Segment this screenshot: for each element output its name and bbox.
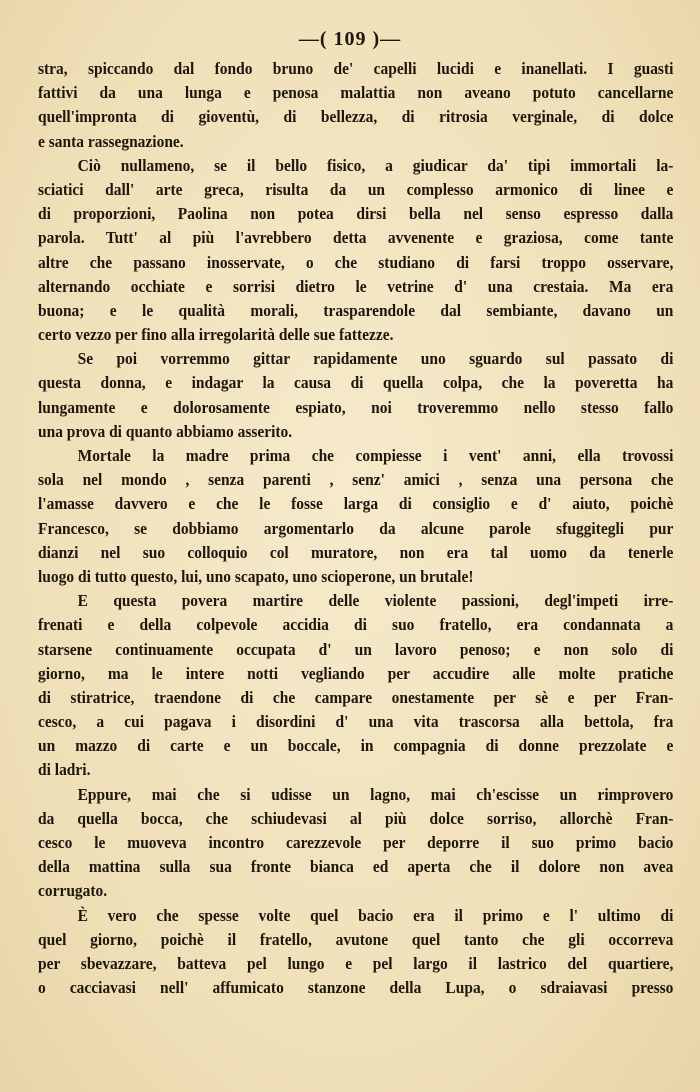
text-line: È vero che spesse volte quel bacio era il primo e l' ultimo di (77, 905, 674, 925)
text-line: Francesco, se dobbiamo argomentarlo da alcune parole sfuggitegli pur (38, 518, 674, 538)
text-line: per sbevazzare, batteva pel lungo e pel largo il lastrico del quartiere, (38, 953, 674, 973)
text-line: di proporzioni, Paolina non potea dirsi bella nel senso espresso dalla (38, 204, 674, 224)
text-line: da quella bocca, che schiudevasi al più dolce sorriso, allorchè Fran- (38, 808, 674, 828)
text-line: questa donna, e indagar la causa di quella colpa, che la poveretta ha (38, 373, 674, 393)
text-line: frenati e della colpevole accidia di suo fratello, era condannata a (38, 615, 674, 635)
text-line: Se poi vorremmo gittar rapidamente uno sguardo sul passato di (77, 349, 674, 369)
text-line: E questa povera martire delle violente passioni, degl'impeti irre- (77, 591, 674, 611)
text-line: sola nel mondo , senza parenti , senz' amici , senza una persona che (38, 470, 674, 490)
text-line: quell'impronta di gioventù, di bellezza, di ritrosia verginale, di dolce (38, 107, 674, 127)
text-line: starsene continuamente occupata d' un lavoro penoso; e non solo di (38, 639, 674, 659)
text-line: fattivi da una lunga e penosa malattia non aveano potuto cancellarne (38, 83, 674, 103)
text-line: l'amasse davvero e che le fosse larga di consiglio e d' aiuto, poichè (38, 494, 674, 514)
text-line: Ciò nullameno, se il bello fisico, a giudicar da' tipi immortali la- (77, 155, 674, 175)
text-line: quel giorno, poichè il fratello, avutone quel tanto che gli occorreva (38, 929, 674, 949)
text-line: della mattina sulla sua fronte bianca ed aperta che il dolore non avea (38, 857, 674, 877)
text-line: altre che passano inosservate, o che studiano di farsi troppo osservare, (38, 252, 674, 272)
text-line: o cacciavasi nell' affumicato stanzone della Lupa, o sdraiavasi presso (38, 978, 674, 998)
text-line: e santa rassegnazione. (38, 131, 184, 151)
body-text (38, 57, 674, 1000)
text-line: stra, spiccando dal fondo bruno de' capelli lucidi e inanellati. I guasti (38, 59, 674, 78)
text-line: parola. Tutt' al più l'avrebbero detta avvenente e graziosa, come tante (38, 228, 674, 248)
text-line: buona; e le qualità morali, trasparendole dal sembiante, davano un (38, 300, 674, 320)
text-line: dianzi nel suo colloquio col muratore, non era tal uomo da tenerle (38, 542, 674, 562)
text-line: giorno, ma le intere notti vegliando per accudire alle molte pratiche (38, 663, 674, 683)
text-line: una prova di quanto abbiamo asserito. (38, 421, 293, 441)
page-number: —( 109 )— (298, 28, 402, 50)
text-line: Eppure, mai che si udisse un lagno, mai ch'escisse un rimprovero (77, 784, 674, 804)
text-line: luogo di tutto questo, lui, uno scapato, uno scioperone, un brutale! (38, 566, 474, 586)
text-line: lungamente e dolorosamente espiato, noi troveremmo nello stesso fallo (38, 397, 674, 417)
text-line: corrugato. (38, 881, 108, 901)
text-line: Mortale la madre prima che compiesse i vent' anni, ella trovossi (77, 446, 674, 465)
text-line: un mazzo di carte e un boccale, in compagnia di donne prezzolate e (38, 736, 674, 756)
text-line: di ladri. (38, 760, 91, 780)
text-line: alternando occhiate e sorrisi dietro le vetrine d' una crestaia. Ma era (38, 276, 674, 296)
text-line: certo vezzo per fino alla irregolarità delle sue fattezze. (38, 325, 394, 345)
text-line: cesco le muoveva incontro carezzevole per deporre il suo primo bacio (38, 833, 674, 852)
text-line: cesco, a cui pagava i disordini d' una vita trascorsa alla bettola, fra (38, 712, 674, 732)
text-line: di stiratrice, traendone di che campare onestamente per sè e per Fran- (38, 687, 674, 707)
text-line: sciatici dall' arte greca, risulta da un complesso armonico di linee e (38, 179, 674, 199)
